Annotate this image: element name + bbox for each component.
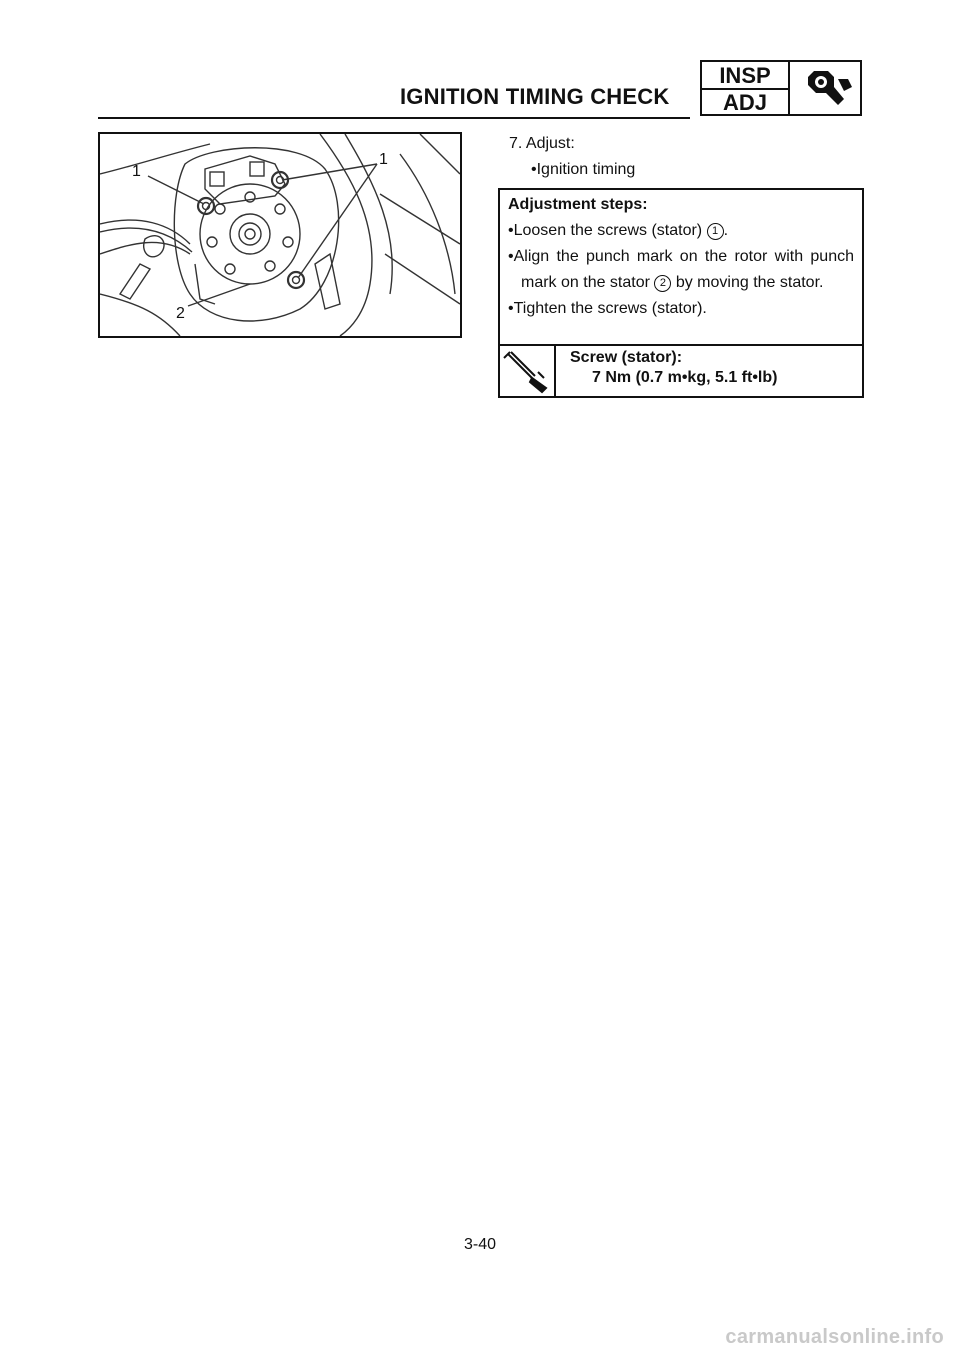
torque-spec [570,348,777,388]
stator-drawing [100,134,460,336]
wrench-gauge-icon [794,65,858,111]
stator-illustration [98,132,462,338]
adjustment-box [498,188,864,398]
callout-2: 2 [176,305,185,322]
adjustment-step-1: •Loosen the screws (stator) 1 . [508,222,729,239]
section-badge [700,60,862,116]
torque-label: Screw (stator): [570,349,683,366]
torque-icon-divider [554,346,556,396]
torque-wrench-icon [502,348,552,394]
watermark: carmanualsonline.info [725,1326,944,1348]
step-number: 7. Adjust: [509,135,575,152]
adjustment-step-2: •Align the punch mark on the rotor with punch mark on the stator 2 by moving the stator. [508,248,854,291]
torque-value: 7 Nm (0.7 m•kg, 5.1 ft•lb) [592,369,778,386]
page-title: IGNITION TIMING CHECK [400,84,670,109]
badge-adj: ADJ [722,90,767,115]
header-rule [98,117,690,119]
adjustment-heading: Adjustment steps: [508,196,648,213]
page-number: 3-40 [463,1236,497,1253]
step-item: •Ignition timing [531,161,636,178]
callout-1-right: 1 [379,151,388,168]
ref-number-2: 2 [654,275,671,292]
badge-insp: INSP [719,63,771,88]
step-7 [509,131,635,183]
adjustment-step-3: •Tighten the screws (stator). [508,300,707,317]
badge-divider-v [788,62,790,114]
callout-1-left: 1 [132,163,141,180]
ref-number-1: 1 [707,223,724,240]
